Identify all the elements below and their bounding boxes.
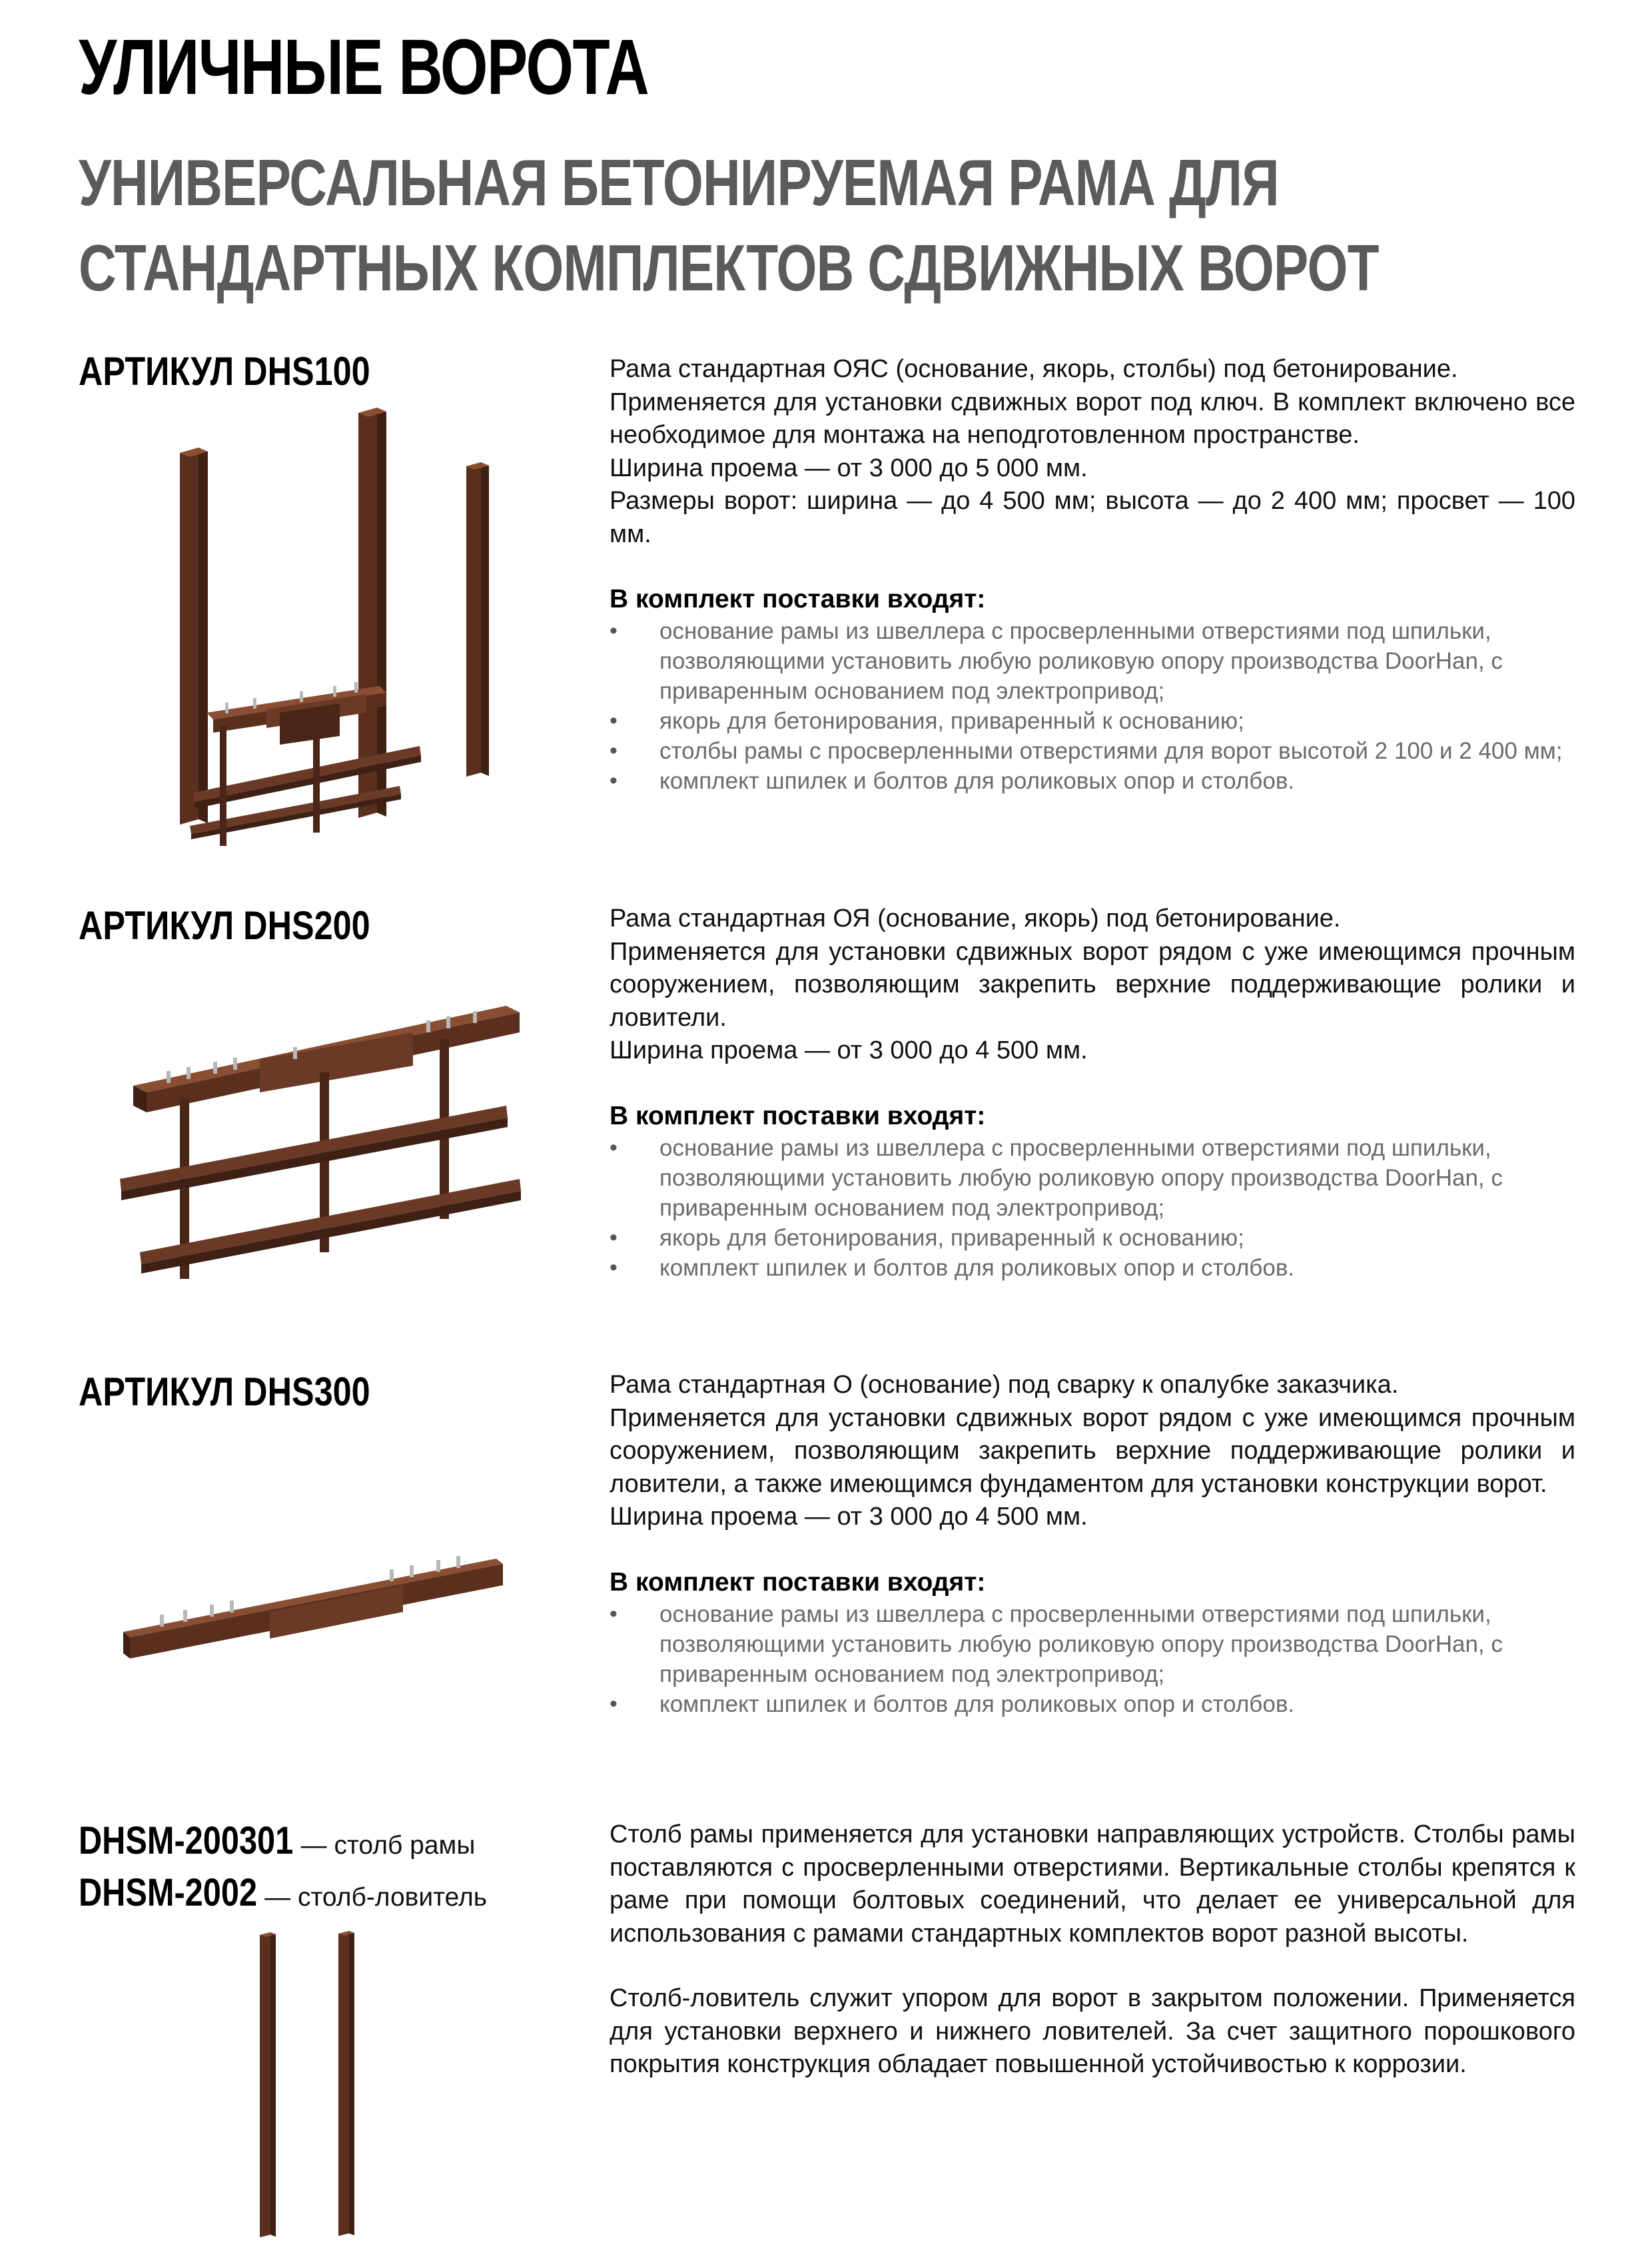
dhsm-item-1-desc: — столб рамы <box>300 1831 476 1860</box>
dhsm-text <box>610 1818 1575 2081</box>
list-item: • комплект шпилек и болтов для роликовых опор и столбов. <box>610 1689 1575 1719</box>
article-label-dhs100: АРТИКУЛ DHS100 <box>79 349 370 394</box>
dhsm-item-2 <box>79 1870 487 1915</box>
dhs300-desc-1: Рама стандартная О (основание) под сварку к опалубке заказчика. <box>610 1371 1399 1399</box>
list-item: • основание рамы из швеллера с просверленными отверстиями под шпильки, позволяющими установить любую роликовую опору производства DoorHan, с приваренным основанием под электропривод; <box>610 616 1575 706</box>
article-label-dhs200: АРТИКУЛ DHS200 <box>79 903 370 948</box>
list-item: • комплект шпилек и болтов для роликовых опор и столбов. <box>610 1253 1575 1283</box>
dhs200-kit-list <box>610 1133 1575 1283</box>
dhs300-kit-heading: В комплект поставки входят: <box>610 1567 986 1597</box>
list-item: • комплект шпилек и болтов для роликовых опор и столбов. <box>610 766 1575 796</box>
dhs300-frame-illustration <box>123 1545 510 1665</box>
dhs200-desc-1: Рама стандартная ОЯ (основание, якорь) под бетонирование. <box>610 905 1341 933</box>
dhs200-desc-2: Применяется для установки сдвижных ворот рядом с уже имеющимся прочным сооружением, позволяющим закрепить верхние поддерживающие ролики и ловители. <box>610 937 1575 1032</box>
dhs300-kit-list <box>610 1599 1575 1719</box>
page-subtitle <box>79 140 1379 310</box>
dhs100-text <box>610 353 1575 796</box>
dhs100-kit-list <box>610 616 1575 796</box>
dhsm-posts-illustration <box>253 1928 373 2241</box>
dhs300-desc-2: Применяется для установки сдвижных ворот рядом с уже имеющимся прочным сооружением, позволяющим закрепить верхние поддерживающие ролики и ловители, а также имеющимся фундаментом для установки конструкции ворот. <box>610 1403 1575 1498</box>
dhsm-item-1-code: DHSM-200301 <box>79 1819 294 1862</box>
dhs100-desc-3: Ширина проема — от 3 000 до 5 000 мм. <box>610 454 1088 482</box>
subtitle-line-1: УНИВЕРСАЛЬНАЯ БЕТОНИРУЕМАЯ РАМА ДЛЯ <box>79 146 1279 219</box>
dhs100-desc-2: Применяется для установки сдвижных ворот под ключ. В комплект включено все необходимое для монтажа на неподготовленном пространстве. <box>610 388 1575 449</box>
subtitle-line-2: СТАНДАРТНЫХ КОМПЛЕКТОВ СДВИЖНЫХ ВОРОТ <box>79 231 1379 304</box>
list-item: • основание рамы из швеллера с просверленными отверстиями под шпильки, позволяющими установить любую роликовую опору производства DoorHan, с приваренным основанием под электропривод; <box>610 1599 1575 1689</box>
dhsm-paragraph-2: Столб-ловитель служит упором для ворот в закрытом положении. Применяется для установки верхнего и нижнего ловителей. За счет защитного порошкового покрытия конструкция обладает повышенной устойчивостью к коррозии. <box>610 1984 1575 2078</box>
dhs300-desc-3: Ширина проема — от 3 000 до 4 500 мм. <box>610 1503 1088 1531</box>
list-item: • якорь для бетонирования, приваренный к основанию; <box>610 706 1575 736</box>
dhs100-desc-1: Рама стандартная ОЯС (основание, якорь, столбы) под бетонирование. <box>610 355 1458 383</box>
page-title: УЛИЧНЫЕ ВОРОТА <box>79 23 649 111</box>
dhsm-item-1 <box>79 1818 475 1863</box>
dhsm-paragraph-1: Столб рамы применяется для установки направляющих устройств. Столбы рамы поставляются с просверленными отверстиями. Вертикальные столбы крепятся к раме при помощи болтовых соединений, что делает ее универсальной для использования с рамами стандартных комплектов ворот разной высоты. <box>610 1820 1575 1948</box>
paragraph-gap <box>610 1950 1575 1982</box>
dhs200-frame-illustration <box>120 986 533 1286</box>
dhsm-item-2-desc: — столб-ловитель <box>264 1883 488 1912</box>
list-item: • якорь для бетонирования, приваренный к основанию; <box>610 1223 1575 1253</box>
dhs200-text <box>610 903 1575 1283</box>
dhs200-desc-3: Ширина проема — от 3 000 до 4 500 мм. <box>610 1036 1088 1064</box>
dhs300-text <box>610 1369 1575 1719</box>
list-item: • основание рамы из швеллера с просверленными отверстиями под шпильки, позволяющими установить любую роликовую опору производства DoorHan, с приваренным основанием под электропривод; <box>610 1133 1575 1223</box>
list-item: • столбы рамы с просверленными отверстиями для ворот высотой 2 100 и 2 400 мм; <box>610 736 1575 766</box>
dhs100-kit-heading: В комплект поставки входят: <box>610 585 986 613</box>
dhs200-kit-heading: В комплект поставки входят: <box>610 1101 986 1130</box>
dhsm-item-2-code: DHSM-2002 <box>79 1871 258 1914</box>
article-label-dhs300: АРТИКУЛ DHS300 <box>79 1369 370 1414</box>
dhs100-frame-illustration <box>180 400 540 859</box>
dhs100-desc-4: Размеры ворот: ширина — до 4 500 мм; высота — до 2 400 мм; просвет — 100 мм. <box>610 487 1575 548</box>
